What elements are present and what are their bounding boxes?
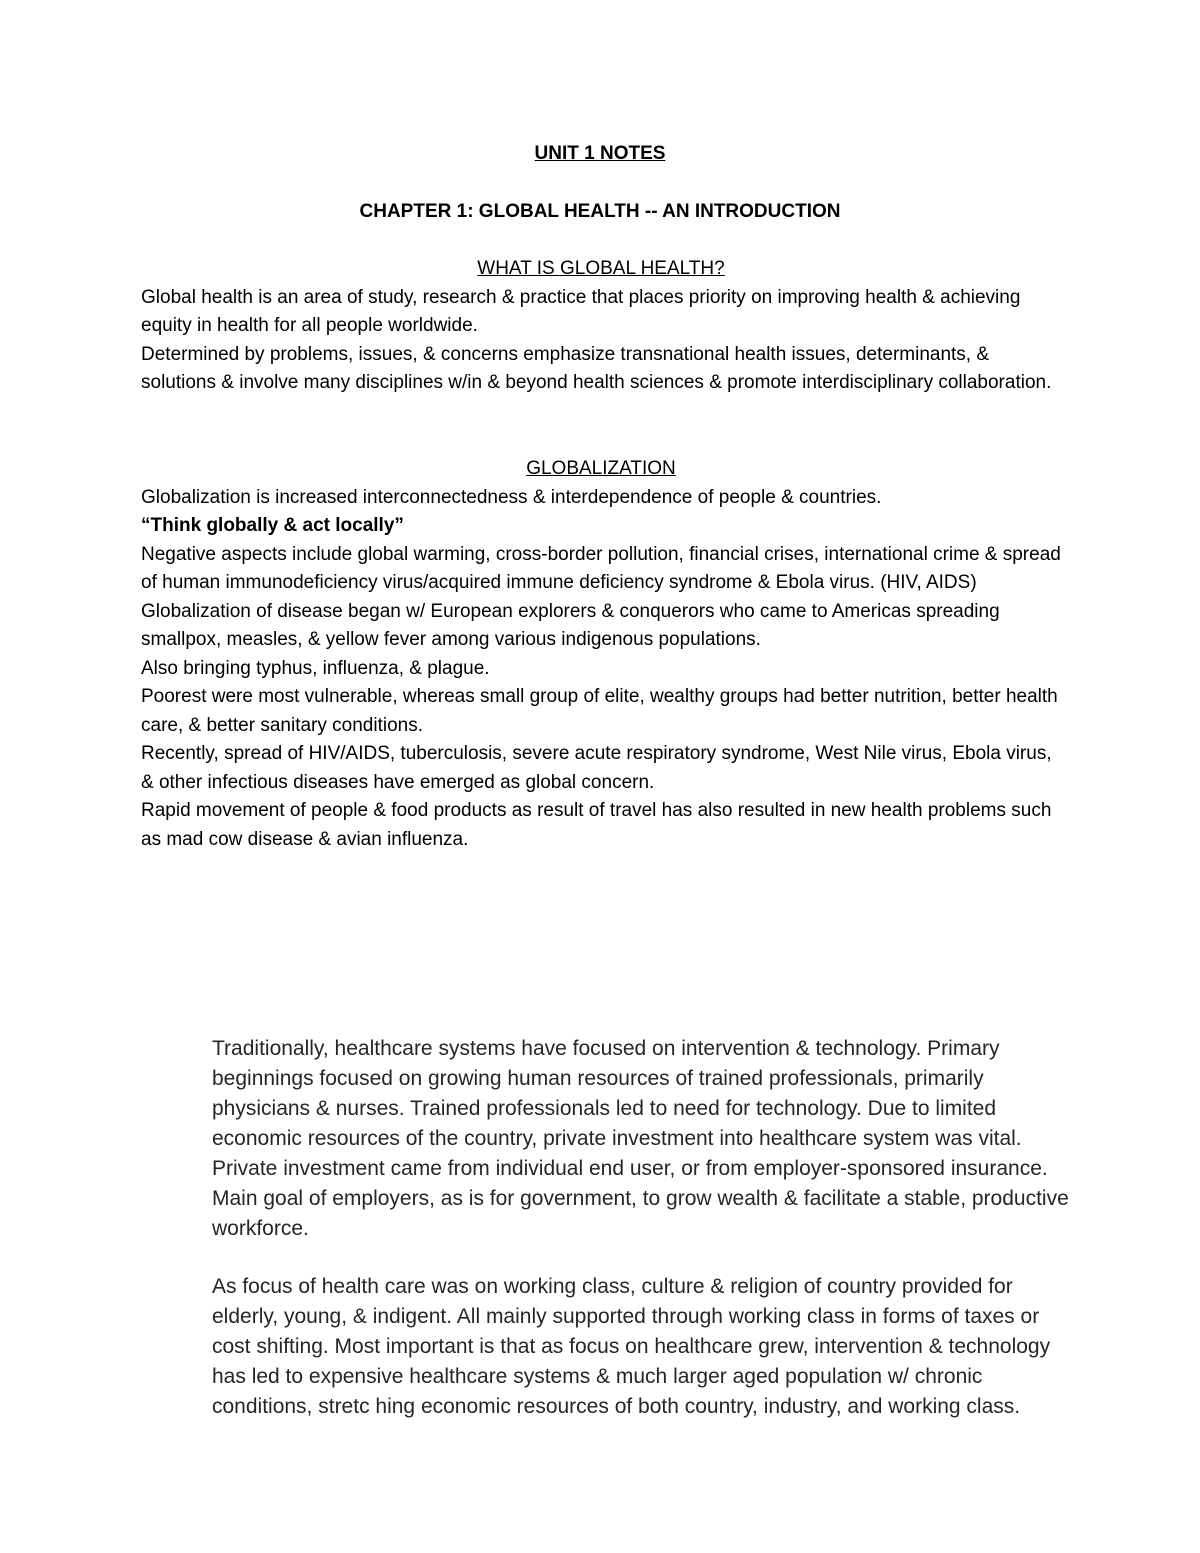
paragraph: Global health is an area of study, research & practice that places priority on improving health & achieving equity in health for all people worldwide. [141,286,1021,336]
section-what-is-global-health [141,255,1061,398]
paragraph: Also bringing typhus, influenza, & plague. [141,657,490,679]
paragraph: Negative aspects include global warming, cross-border pollution, financial crises, international crime & spread of human immunodeficiency virus/acquired immune deficiency syndrome & Ebola virus. (HIV, AIDS) [141,543,1061,593]
paragraph: Recently, spread of HIV/AIDS, tuberculosis, severe acute respiratory syndrome, West Nile virus, Ebola virus, & other infectious diseases have emerged as global concern. [141,743,1052,793]
paragraph: Poorest were most vulnerable, whereas small group of elite, wealthy groups had better nutrition, better health care, & better sanitary conditions. [141,686,1058,736]
lower-text-block [212,1034,1072,1244]
section-heading: WHAT IS GLOBAL HEALTH? [477,258,725,279]
paragraph: Determined by problems, issues, & concerns emphasize transnational health issues, determinants, & solutions & involve many disciplines w/in & beyond health sciences & promote interdisciplinary collaboration. [141,343,1052,393]
paragraph: Rapid movement of people & food products as result of travel has also resulted in new health problems such as mad cow disease & avian influenza. [141,800,1052,850]
lower-text-block [212,1272,1072,1422]
unit-title: UNIT 1 NOTES [534,143,666,164]
section-heading: GLOBALIZATION [526,458,676,479]
paragraph: Traditionally, healthcare systems have focused on intervention & technology. Primary beginnings focused on growing human resources of trained professionals, primarily physicians & nurses. Trained professionals led to need for technology. Due to limited economic resources of the country, private investment into healthcare system was vital. Private investment came from individual end user, or from employer-sponsored insurance. Main goal of employers, as is for government, to grow wealth & facilitate a stable, productive workforce. [212,1037,1069,1240]
slogan-quote: “Think globally & act locally” [141,515,404,536]
chapter-title: CHAPTER 1: GLOBAL HEALTH -- AN INTRODUCTION [359,201,841,222]
section-globalization [141,455,1061,854]
paragraph: Globalization of disease began w/ European explorers & conquerors who came to Americas spreading smallpox, measles, & yellow fever among various indigenous populations. [141,600,1000,650]
paragraph: Globalization is increased interconnectedness & interdependence of people & countries. [141,486,882,508]
paragraph: As focus of health care was on working class, culture & religion of country provided for elderly, young, & indigent. All mainly supported through working class in forms of taxes or cost shifting. Most important is that as focus on healthcare grew, intervention & technology has led to expensive healthcare systems & much larger aged population w/ chronic conditions, stretc hing economic resources of both country, industry, and working class. [212,1275,1051,1418]
